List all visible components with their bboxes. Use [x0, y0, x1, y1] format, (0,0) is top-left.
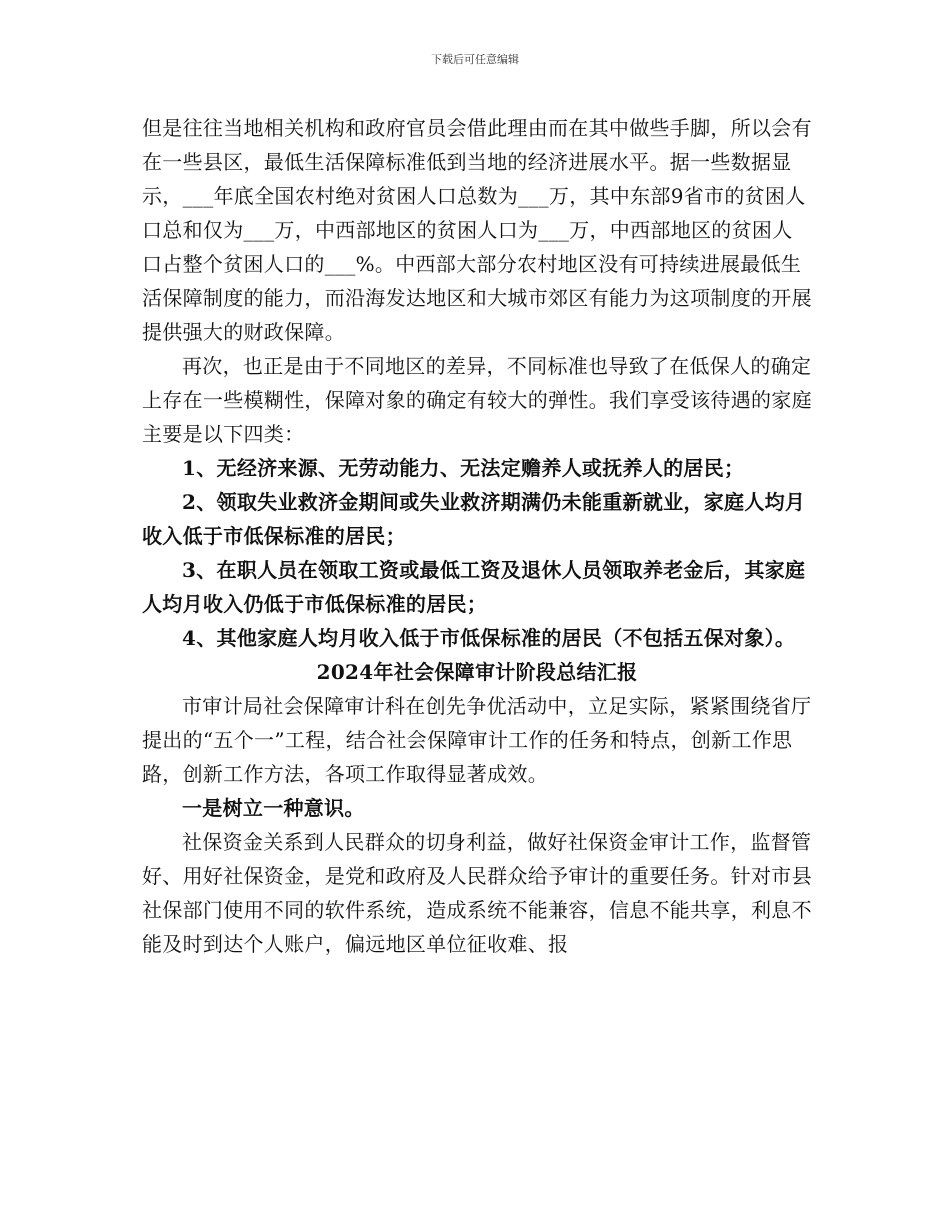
paragraph-continuation: 但是往往当地相关机构和政府官员会借此理由而在其中做些手脚，所以会有在一些县区，最低生活保障标准低到当地的经济进展水平。据一些数据显示，___年底全国农村绝对贫困人口总数为___万，其中东部9省市的贫困人口总和仅为___万，中西部地区的贫困人口为___万，中西部地区的贫困人口占整个贫困人口的___%。中西部大部分农村地区没有可持续进展最低生活保障制度的能力，而沿海发达地区和大城市郊区有能力为这项制度的开展提供强大的财政保障。 — [142, 116, 812, 344]
list-item-3: 3、在职人员在领取工资或最低工资及退休人员领取养老金后，其家庭人均月收入仍低于市低保标准的居民； — [142, 558, 806, 616]
subheading-awareness: 一是树立一种意识。 — [182, 796, 365, 820]
page-header: 下载后可任意编辑 — [431, 53, 519, 66]
list-item-1: 1、无经济来源、无劳动能力、无法定赡养人或抚养人的居民； — [182, 456, 745, 480]
list-item-4: 4、其他家庭人均月收入低于市低保标准的居民（不包括五保对象）。 — [182, 626, 796, 650]
list-item-2: 2、领取失业救济金期间或失业救济期满仍未能重新就业，家庭人均月收入低于市低保标准的居民； — [142, 490, 806, 548]
document-body — [142, 111, 812, 961]
section-title: 2024年社会保障审计阶段总结汇报 — [316, 660, 638, 684]
paragraph-summary-intro: 市审计局社会保障审计科在创先争优活动中，立足实际，紧紧围绕省厅提出的“五个一”工程，结合社会保障审计工作的任务和特点，创新工作思路，创新工作方法，各项工作取得显著成效。 — [142, 694, 812, 786]
paragraph-categories-intro: 再次，也正是由于不同地区的差异，不同标准也导致了在低保人的确定上存在一些模糊性，保障对象的确定有较大的弹性。我们享受该待遇的家庭主要是以下四类： — [142, 354, 812, 446]
paragraph-awareness: 社保资金关系到人民群众的切身利益，做好社保资金审计工作，监督管好、用好社保资金，是党和政府及人民群众给予审计的重要任务。针对市县社保部门使用不同的软件系统，造成系统不能兼容，信息不能共享，利息不能及时到达个人账户，偏远地区单位征收难、报 — [142, 830, 812, 956]
